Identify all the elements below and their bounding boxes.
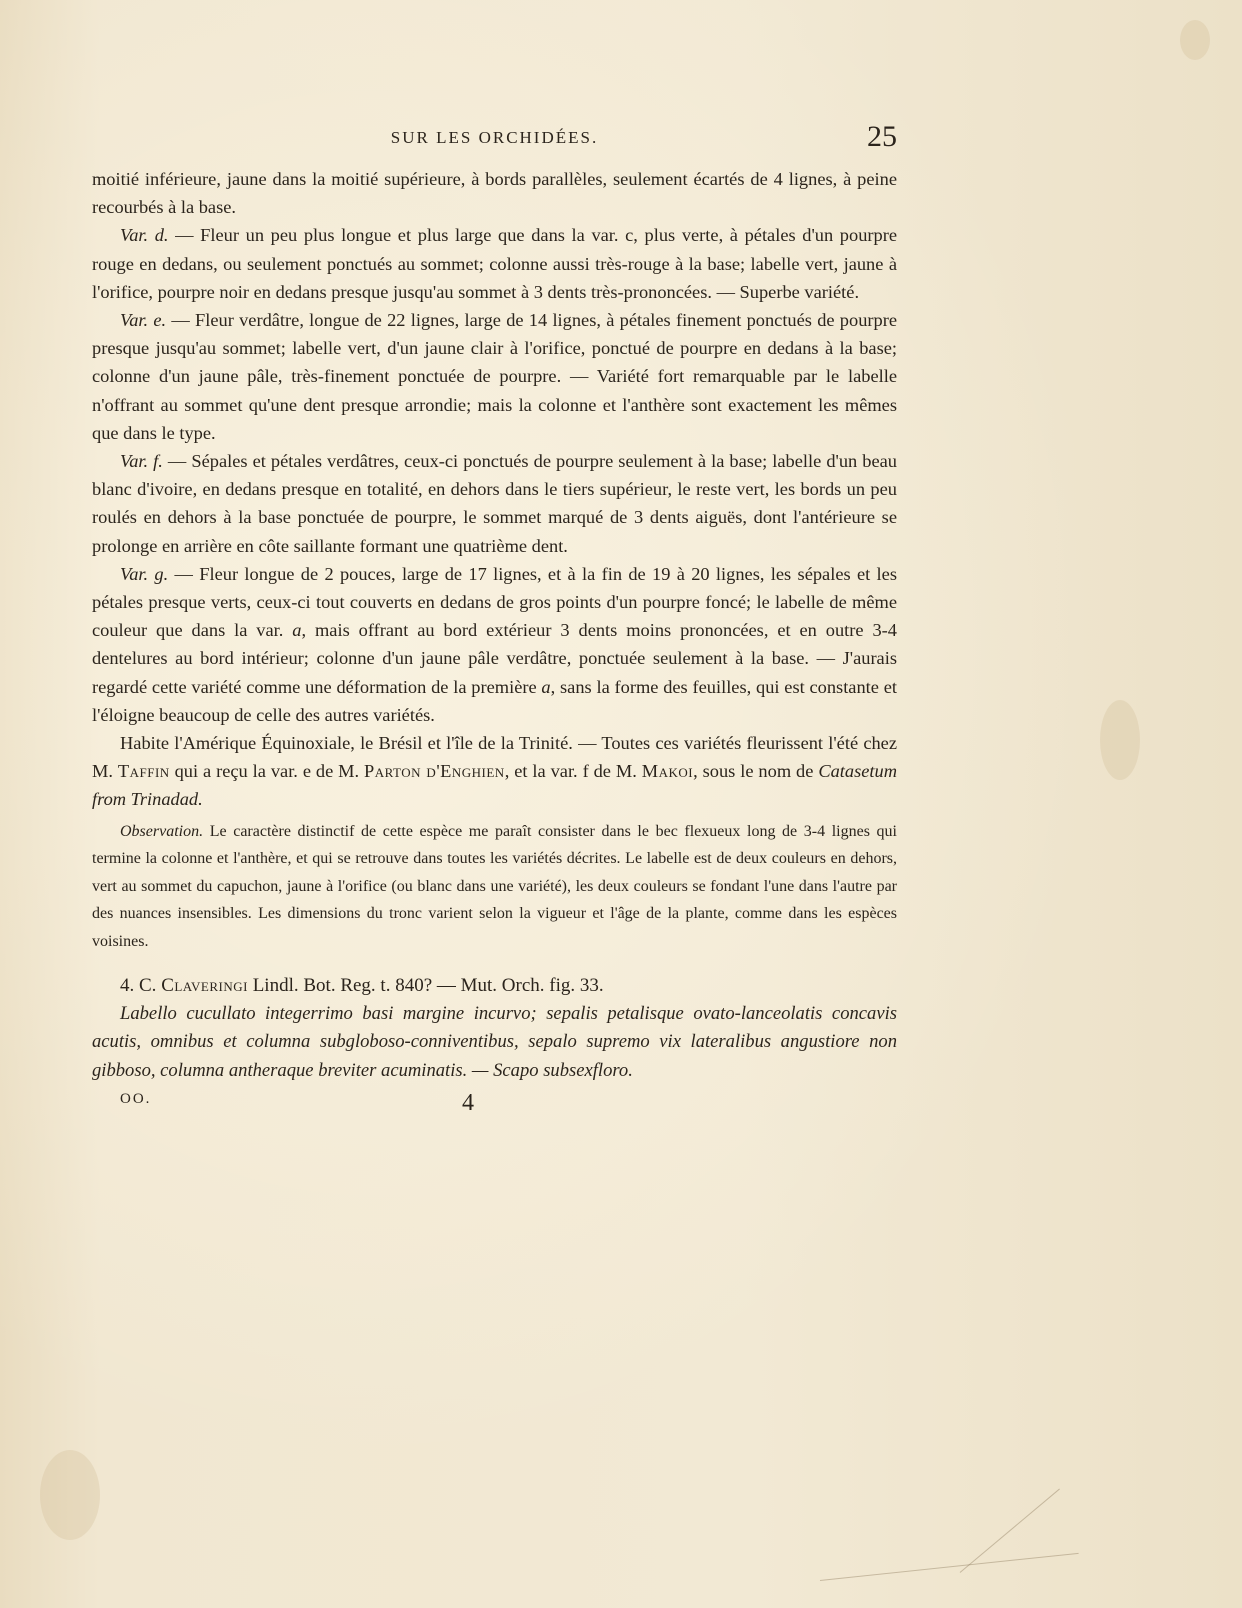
paragraph-var-d (92, 221, 897, 306)
foxing-stain (40, 1450, 100, 1540)
variety-ref: a (541, 676, 551, 697)
observation-text: Le caractère distinctif de cette espèce me paraît consister dans le bec flexueux long de 3-4 lignes qui termine la colonne et l'anthère, et qui se retrouve dans toutes les variétés décrites. Le labelle est de deux couleurs en dehors, vert au sommet du capuchon, jaune à l'orifice (ou blanc dans une variété), les deux couleurs se fondant l'une dans l'autre par des nuances insensibles. Les dimensions du tronc varient selon la vigueur et l'âge de la plante, comme dans les espèces voisines. (92, 822, 897, 951)
paragraph-text: Habite l'Amérique Équinoxiale, le Brésil et l'île de la Trinité. — Toutes ces variétés fleurissent l'été chez M. (92, 733, 897, 782)
signature-row (92, 1085, 897, 1119)
paragraph-text: — Fleur verdâtre, longue de 22 lignes, large de 14 lignes, à pétales finement ponctués de pourpre presque jusqu'au sommet; labelle vert, d'un jaune clair à l'orifice, ponctué de pourpre en dedans à la base; colonne d'un jaune pâle, très-finement ponctuée de pourpre. — Variété fort remarquable par le labelle n'offrant au sommet qu'une dent presque arrondie; mais la colonne et l'anthère sont exactement les mêmes que dans le type. (92, 310, 897, 443)
variety-ref: a (292, 620, 302, 641)
species-number: 4. C. (120, 974, 157, 996)
variety-label: Var. g. (120, 563, 169, 584)
variety-label: Var. d. (120, 225, 169, 246)
trade-name: Catasetum from Trinadad. (92, 761, 897, 810)
variety-label: Var. e. (120, 310, 167, 331)
foxing-stain (1180, 20, 1210, 60)
observation-label: Observation. (120, 822, 204, 840)
page-body (92, 165, 897, 1119)
variety-label: Var. f. (120, 451, 163, 472)
page-header (92, 120, 897, 156)
paragraph-text: , mais offrant au bord extérieur 3 dents moins prononcées, et en outre 3-4 dentelures au bord intérieur; colonne d'un jaune pâle verdâtre, ponctuée seulement à la base. — J'aurais regardé cette variété comme une déformation de la première (92, 620, 897, 697)
foxing-stain (1100, 700, 1140, 780)
paragraph-var-g (92, 560, 897, 729)
observation-paragraph (92, 818, 897, 956)
species-reference: Lindl. Bot. Reg. t. 840? — Mut. Orch. fig. 33. (247, 974, 604, 996)
page-number: 25 (867, 120, 897, 153)
paragraph-text: , sous le nom de (693, 761, 819, 782)
species-heading (92, 972, 897, 1000)
printer-signature: OO. (120, 1091, 152, 1108)
person-name: Parton d'Enghien (364, 761, 505, 782)
paragraph-text: moitié inférieure, jaune dans la moitié supérieure, à bords parallèles, seulement écartés de 4 lignes, à peine recourbés à la base. (92, 169, 897, 218)
person-name: Taffin (117, 761, 170, 782)
paragraph-var-f (92, 447, 897, 560)
paragraph-text: , sans la forme des feuilles, qui est constante et l'éloigne beaucoup de celle des autres variétés. (92, 676, 897, 725)
person-name: Makoi (641, 761, 694, 782)
paragraph-text: — Fleur longue de 2 pouces, large de 17 lignes, et à la fin de 19 à 20 lignes, les sépales et les pétales presque verts, ceux-ci tout couverts en dedans de gros points d'un pourpre foncé; le labelle de même couleur que dans la var. (92, 563, 897, 641)
paragraph-var-e (92, 306, 897, 447)
latin-diagnosis: Labello cucullato integerrimo basi margine incurvo; sepalis petalisque ovato-lanceolatis concavis acutis, omnibus et columna subgloboso-conniventibus, sepalo supremo vix lateralibus angustiore non gibboso, columna antheraque breviter acuminatis. — Scapo subsexfloro. (92, 1002, 897, 1081)
species-name: Claveringi (161, 974, 248, 996)
paragraph-habitat (92, 729, 897, 814)
gathering-number: 4 (462, 1090, 474, 1117)
observation-block (92, 818, 897, 956)
paper-crease (820, 1553, 1079, 1581)
paragraph-text: — Fleur un peu plus longue et plus large que dans la var. c, plus verte, à pétales d'un pourpre rouge en dedans, ou seulement ponctués au sommet; colonne aussi très-rouge à la base; labelle vert, jaune à l'orifice, pourpre noir en dedans presque jusqu'au sommet à 3 dents très-prononcées. — Superbe variété. (92, 225, 897, 302)
paragraph-text: — Sépales et pétales verdâtres, ceux-ci ponctués de pourpre seulement à la base; labelle d'un beau blanc d'ivoire, en dedans presque en totalité, en dehors dans le tiers supérieur, le reste vert, les bords un peu roulés en dehors à la base ponctuée de pourpre, le sommet marqué de 3 dents aiguës, dont l'antérieure se prolonge en arrière en côte saillante formant une quatrième dent. (92, 451, 897, 556)
running-title: SUR LES ORCHIDÉES. (390, 128, 599, 147)
paragraph-text: qui a reçu la var. e de M. (169, 761, 365, 782)
paragraph (92, 165, 897, 221)
paragraph-text: , et la var. f de M. (504, 761, 642, 782)
